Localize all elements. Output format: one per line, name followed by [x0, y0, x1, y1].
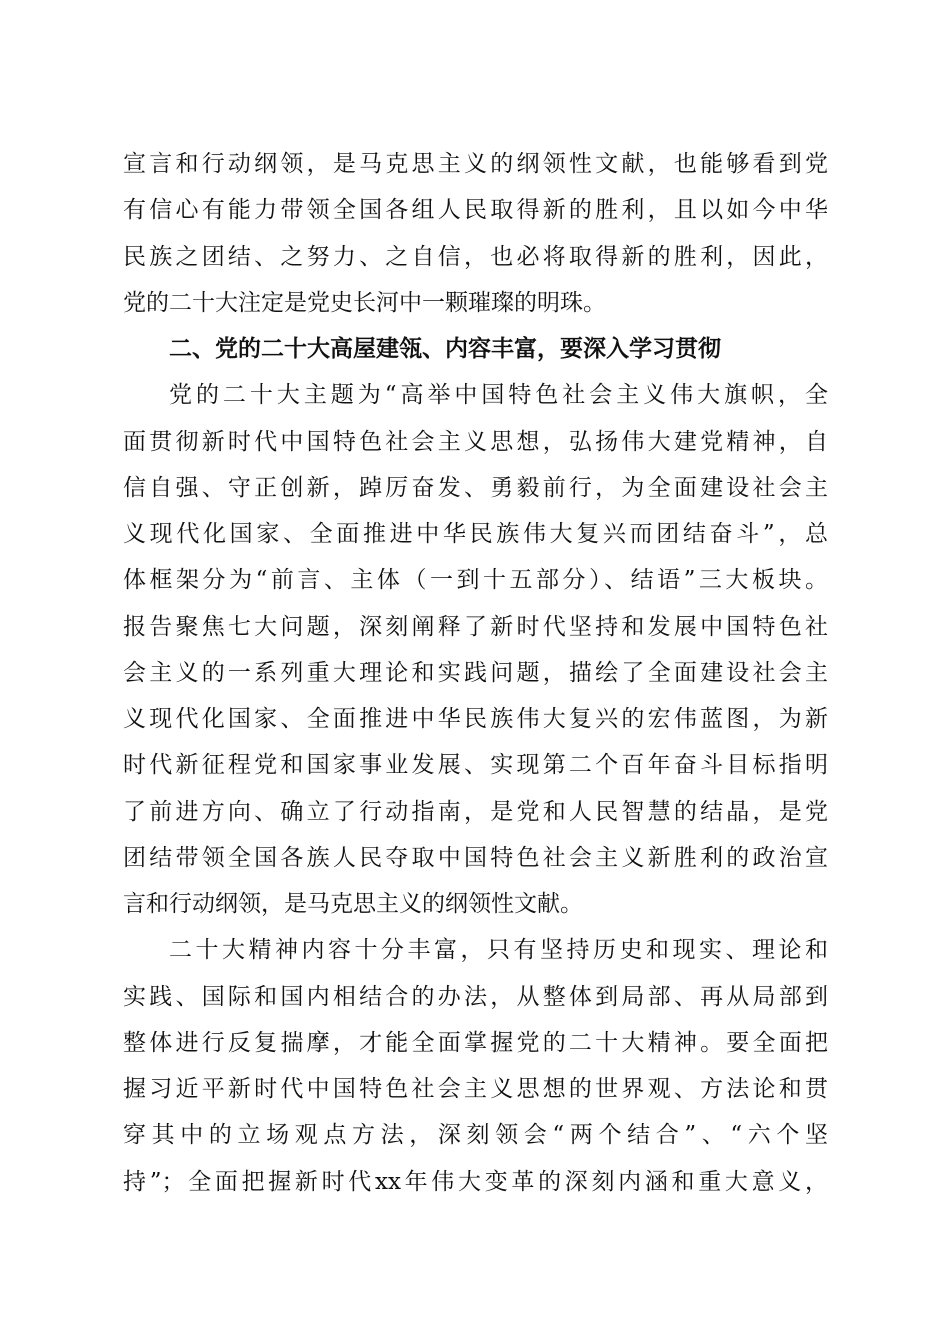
- paragraph-line: 会主义的一系列重大理论和实践问题，描绘了全面建设社会主: [123, 659, 828, 686]
- paragraph-line: 时代新征程党和国家事业发展、实现第二个百年奋斗目标指明: [123, 752, 828, 779]
- paragraph-line: 实践、国际和国内相结合的办法，从整体到局部、再从局部到: [123, 983, 828, 1010]
- paragraph-line: 党的二十大注定是党史长河中一颗璀璨的明珠。: [123, 289, 606, 316]
- paragraph-line: 宣言和行动纲领，是马克思主义的纲领性文献，也能够看到党: [123, 151, 828, 177]
- paragraph-line: 面贯彻新时代中国特色社会主义思想，弘扬伟大建党精神，自: [123, 428, 828, 455]
- paragraph-line: 体框架分为“前言、主体（一到十五部分）、结语”三大板块。: [123, 567, 828, 594]
- paragraph-line: 报告聚焦七大问题，深刻阐释了新时代坚持和发展中国特色社: [123, 613, 828, 640]
- paragraph-line: 党的二十大主题为“高举中国特色社会主义伟大旗帜，全: [169, 382, 828, 409]
- paragraph-line: 了前进方向、确立了行动指南，是党和人民智慧的结晶，是党: [123, 798, 828, 825]
- paragraph-line: 民族之团结、之努力、之自信，也必将取得新的胜利，因此，: [123, 243, 828, 270]
- paragraph-line: 二十大精神内容十分丰富，只有坚持历史和现实、理论和: [169, 937, 828, 964]
- body-text: [123, 141, 828, 1205]
- paragraph-line: 言和行动纲领，是马克思主义的纲领性文献。: [123, 891, 583, 917]
- paragraph-line: 整体进行反复揣摩，才能全面掌握党的二十大精神。要全面把: [123, 1029, 828, 1056]
- paragraph-line: 义现代化国家、全面推进中华民族伟大复兴的宏伟蓝图，为新: [123, 706, 828, 732]
- paragraph-line: 团结带领全国各族人民夺取中国特色社会主义新胜利的政治宣: [123, 844, 828, 871]
- paragraph-line: 握习近平新时代中国特色社会主义思想的世界观、方法论和贯: [123, 1076, 828, 1102]
- section-heading: 二、党的二十大高屋建瓴、内容丰富，要深入学习贯彻: [169, 336, 721, 362]
- paragraph-line: 持”；全面把握新时代xx年伟大变革的深刻内涵和重大意义，: [123, 1168, 828, 1195]
- paragraph-line: 信自强、守正创新，踔厉奋发、勇毅前行，为全面建设社会主: [123, 474, 828, 501]
- paragraph-line: 有信心有能力带领全国各组人民取得新的胜利，且以如今中华: [123, 197, 828, 224]
- paragraph-line: 穿其中的立场观点方法，深刻领会“两个结合”、“六个坚: [123, 1122, 828, 1149]
- paragraph-line: 义现代化国家、全面推进中华民族伟大复兴而团结奋斗”，总: [123, 521, 828, 547]
